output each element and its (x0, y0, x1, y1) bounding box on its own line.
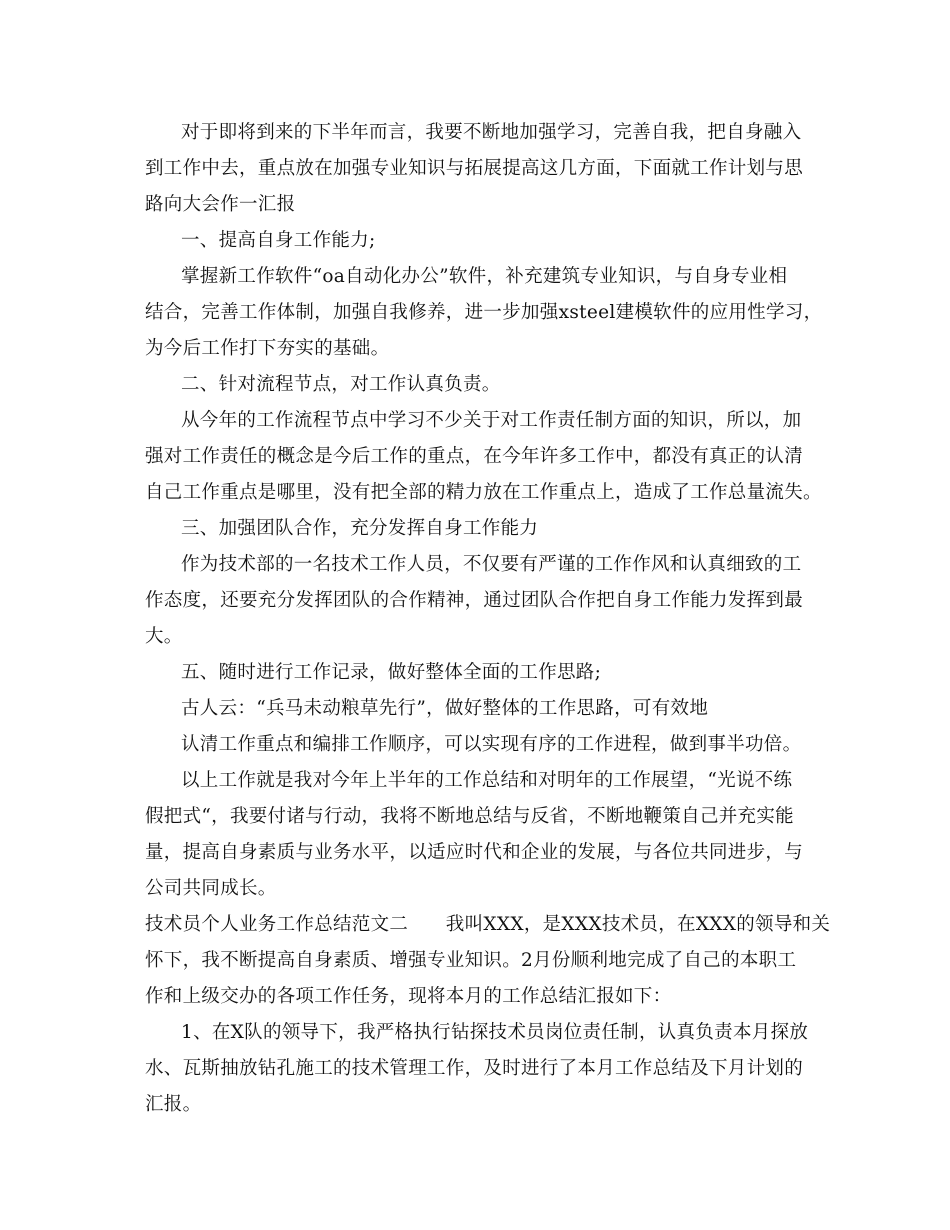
text-line: 作和上级交办的各项工作任务，现将本月的工作总结汇报如下： (145, 986, 672, 1007)
section-heading: 二、针对流程节点，对工作认真负责。 (181, 374, 501, 395)
text-line: 汇报。 (145, 1094, 202, 1115)
text-line: 量，提高自身素质与业务水平，以适应时代和企业的发展，与各位共同进步，与 (145, 842, 804, 863)
text-line: 水、瓦斯抽放钻孔施工的技术管理工作，及时进行了本月工作总结及下月计划的 (145, 1058, 804, 1079)
text-line: 从今年的工作流程节点中学习不少关于对工作责任制方面的知识，所以，加 (181, 410, 802, 431)
text-line: 公司共同成长。 (145, 878, 277, 899)
text-line: 自己工作重点是哪里，没有把全部的精力放在工作重点上，造成了工作总量流失。 (145, 482, 822, 503)
text-line: 大。 (145, 626, 183, 647)
text-line: 假把式“，我要付诸与行动，我将不断地总结与反省，不断地鞭策自己并充实能 (145, 806, 794, 827)
text-line: 1、在X队的领导下，我严格执行钻探技术员岗位责任制，认真负责本月探放 (181, 1022, 809, 1043)
text-line: 路向大会作一汇报 (145, 194, 296, 215)
section-heading: 一、提高自身工作能力; (181, 230, 376, 251)
text-line: 为今后工作打下夯实的基础。 (145, 338, 390, 359)
text-line: 怀下，我不断提高自身素质、增强专业知识。2月份顺利地完成了自己的本职工 (145, 950, 797, 971)
text-line: 到工作中去，重点放在加强专业知识与拓展提高这几方面，下面就工作计划与思 (145, 158, 804, 179)
section-heading: 三、加强团队合作，充分发挥自身工作能力 (181, 518, 539, 539)
text-line: 以上工作就是我对今年上半年的工作总结和对明年的工作展望，“光说不练 (181, 770, 793, 791)
section-heading: 五、随时进行工作记录，做好整体全面的工作思路; (181, 662, 602, 683)
text-line: 古人云：“兵马未动粮草先行”，做好整体的工作思路，可有效地 (181, 698, 709, 719)
text-line: 强对工作责任的概念是今后工作的重点，在今年许多工作中，都没有真正的认清 (145, 446, 804, 467)
text-line: 对于即将到来的下半年而言，我要不断地加强学习，完善自我，把自身融入 (181, 122, 802, 143)
text-line: 结合，完善工作体制，加强自我修养，进一步加强xsteel建模软件的应用性学习， (145, 302, 823, 323)
text-line: 认清工作重点和编排工作顺序，可以实现有序的工作进程，做到事半功倍。 (181, 734, 802, 755)
text-line: 作态度，还要充分发挥团队的合作精神，通过团队合作把自身工作能力发挥到最 (145, 590, 804, 611)
text-line: 掌握新工作软件“oa自动化办公”软件，补充建筑专业知识，与自身专业相 (181, 266, 788, 287)
text-line: 作为技术部的一名技术工作人员，不仅要有严谨的工作作风和认真细致的工 (181, 554, 802, 575)
section-title-line: 技术员个人业务工作总结范文二 我叫XXX，是XXX技术员，在XXX的领导和关 (145, 914, 831, 935)
